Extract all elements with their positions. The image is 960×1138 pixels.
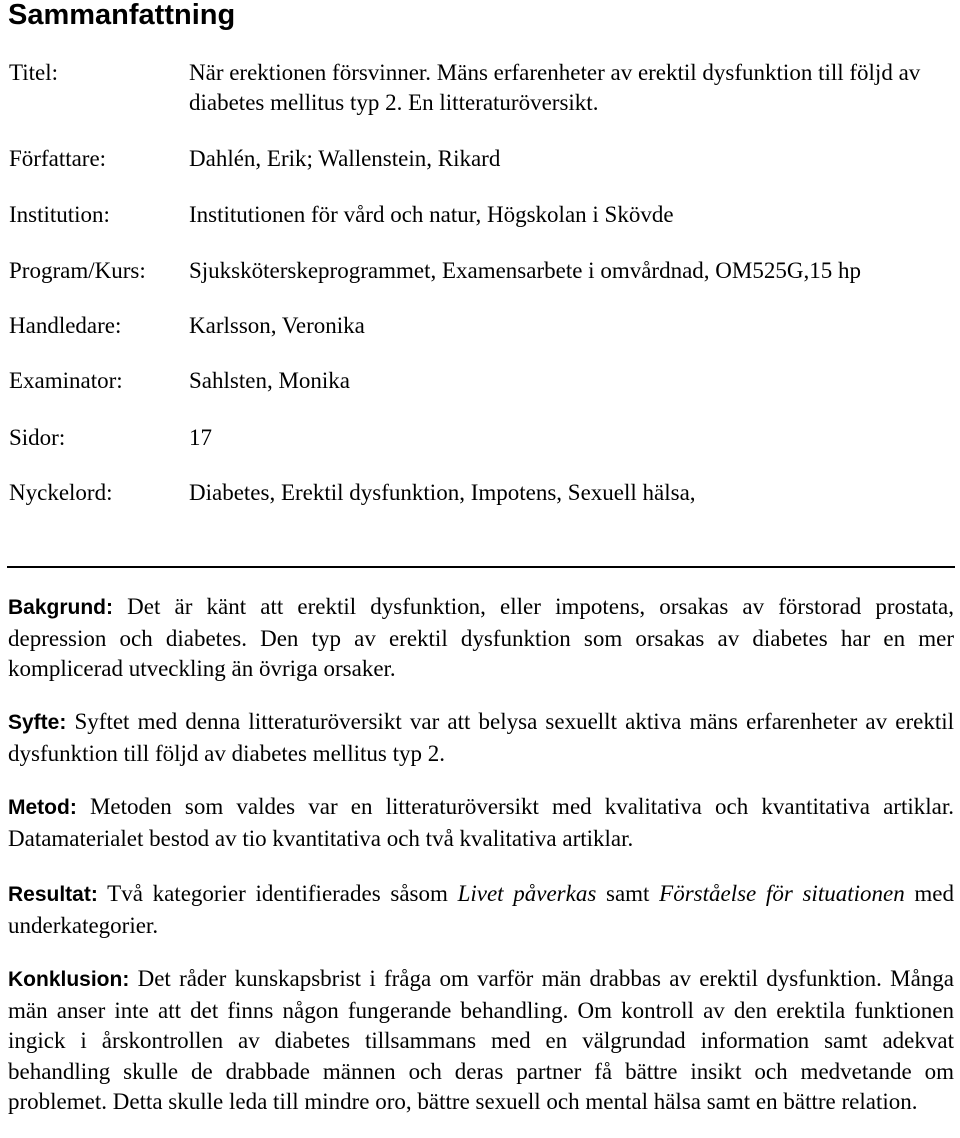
paragraph-resultat bbox=[8, 879, 954, 941]
label-konklusion: Konklusion: bbox=[8, 968, 130, 991]
paragraph-metod bbox=[8, 792, 954, 854]
meta-label-keywords: Nyckelord: bbox=[9, 480, 113, 505]
meta-label-authors: Författare: bbox=[9, 146, 107, 171]
label-bakgrund: Bakgrund: bbox=[8, 596, 113, 619]
meta-value-examiner: Sahlsten, Monika bbox=[189, 368, 350, 393]
text-resultat-1: Två kategorier identifierades såsom bbox=[97, 881, 458, 906]
label-syfte: Syfte: bbox=[8, 711, 67, 734]
text-resultat-3: med underkategorier. bbox=[8, 881, 954, 938]
meta-label-title: Titel: bbox=[9, 60, 59, 85]
meta-value-supervisor: Karlsson, Veronika bbox=[189, 313, 365, 338]
section-divider bbox=[7, 566, 955, 568]
text-metod: Metoden som valdes var en litteraturöversikt med kvalitativa och kvantitativa artiklar. Datamaterialet bestod av tio kvantitativa och två kvalitativa artiklar. bbox=[8, 794, 954, 851]
meta-label-program: Program/Kurs: bbox=[9, 258, 146, 283]
paragraph-konklusion bbox=[8, 964, 954, 1118]
label-resultat: Resultat: bbox=[8, 883, 98, 906]
meta-value-authors: Dahlén, Erik; Wallenstein, Rikard bbox=[189, 146, 501, 171]
meta-value-program: Sjuksköterskeprogrammet, Examensarbete i omvårdnad, OM525G,15 hp bbox=[189, 258, 861, 283]
meta-label-supervisor: Handledare: bbox=[9, 313, 122, 338]
category-livet-paverkas: Livet påverkas bbox=[457, 881, 597, 906]
meta-label-pages: Sidor: bbox=[9, 425, 66, 450]
page-title: Sammanfattning bbox=[8, 0, 236, 31]
label-metod: Metod: bbox=[8, 796, 77, 819]
meta-value-keywords: Diabetes, Erektil dysfunktion, Impotens, Sexuell hälsa, bbox=[189, 480, 696, 505]
text-konklusion: Det råder kunskapsbrist i fråga om varför män drabbas av erektil dysfunktion. Många män anser inte att det finns någon fungerande behandling. Om kontroll av den erektila funktionen ingick i årskontrollen av diabetes tillsammans med en välgrundad information samt adekvat behandling skulle de drabbade männen och deras partner få bättre insikt och medvetande om problemet. Detta skulle leda till mindre oro, bättre sexuell och mental hälsa samt en bättre relation. bbox=[8, 966, 954, 1114]
text-bakgrund: Det är känt att erektil dysfunktion, eller impotens, orsakas av förstorad prostata, depression och diabetes. Den typ av erektil dysfunktion som orsakas av diabetes har en mer komplicerad utveckling än övriga orsaker. bbox=[8, 594, 954, 681]
meta-value-pages: 17 bbox=[189, 425, 212, 450]
meta-label-institution: Institution: bbox=[9, 202, 110, 227]
meta-label-examiner: Examinator: bbox=[9, 368, 123, 393]
text-resultat-2: samt bbox=[596, 881, 660, 906]
meta-value-institution: Institutionen för vård och natur, Högskolan i Skövde bbox=[189, 202, 674, 227]
meta-value-title: När erektionen försvinner. Mäns erfarenheter av erektil dysfunktion till följd av diabetes mellitus typ 2. En litteraturöversikt. bbox=[189, 60, 921, 115]
paragraph-bakgrund bbox=[8, 592, 954, 685]
category-forstaelse: Förståelse för situationen bbox=[659, 881, 905, 906]
paragraph-syfte bbox=[8, 707, 954, 769]
text-syfte: Syftet med denna litteraturöversikt var att belysa sexuellt aktiva mäns erfarenheter av erektil dysfunktion till följd av diabetes mellitus typ 2. bbox=[8, 709, 954, 766]
